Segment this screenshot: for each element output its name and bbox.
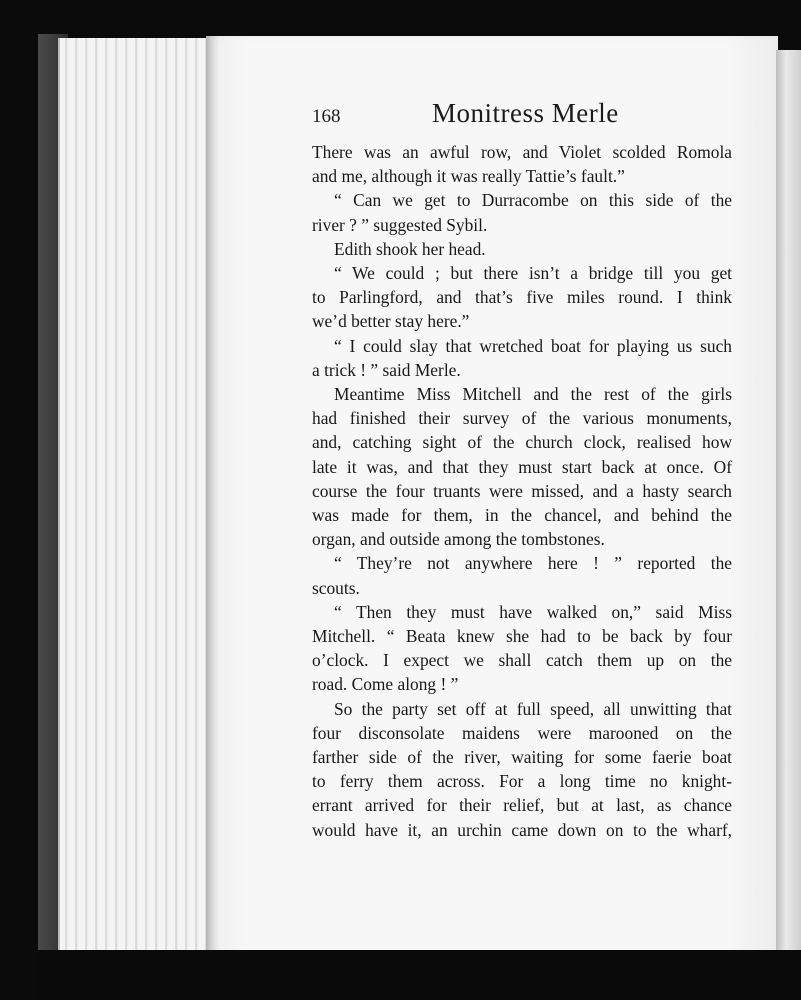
text-line: “ Then they must have walked on,” said Miss bbox=[334, 601, 732, 622]
text-line: scouts. bbox=[312, 577, 360, 598]
text-line: Meantime Miss Mitchell and the rest of the girls bbox=[334, 384, 732, 405]
text-line: course the four truants were missed, and a hasty search bbox=[312, 480, 732, 501]
text-line: Mitchell. “ Beata knew she had to be back by four bbox=[312, 626, 732, 647]
text-line: and, catching sight of the church clock, realised how bbox=[312, 432, 732, 453]
text-line: four disconsolate maidens were marooned on the bbox=[312, 722, 732, 743]
text-line: to ferry them across. For a long time no knight- bbox=[312, 771, 732, 792]
text-line: farther side of the river, waiting for some faerie boat bbox=[312, 747, 732, 768]
text-line: errant arrived for their relief, but at last, as chance bbox=[312, 795, 732, 816]
text-line: we’d better stay here.” bbox=[312, 311, 470, 332]
text-line: would have it, an urchin came down on to the wharf, bbox=[312, 819, 732, 840]
body-text bbox=[312, 140, 732, 842]
scan-background bbox=[38, 950, 801, 1000]
text-line: a trick ! ” said Merle. bbox=[312, 359, 461, 380]
text-line: late it was, and that they must start back at once. Of bbox=[312, 456, 732, 477]
facing-page-edge bbox=[776, 50, 801, 950]
text-line: “ I could slay that wretched boat for playing us such bbox=[334, 335, 732, 356]
text-line: So the party set off at full speed, all unwitting that bbox=[334, 698, 732, 719]
text-line: Edith shook her head. bbox=[334, 238, 486, 259]
text-line: “ They’re not anywhere here ! ” reported the bbox=[334, 553, 732, 574]
text-line: was made for them, in the chancel, and behind the bbox=[312, 505, 732, 526]
text-line: o’clock. I expect we shall catch them up on the bbox=[312, 650, 732, 671]
text-line: and me, although it was really Tattie’s fault.” bbox=[312, 166, 625, 187]
page-number: 168 bbox=[312, 106, 341, 127]
text-line: river ? ” suggested Sybil. bbox=[312, 214, 488, 235]
text-line: “ We could ; but there isn’t a bridge till you get bbox=[334, 263, 732, 284]
text-line: There was an awful row, and Violet scolded Romola bbox=[312, 142, 732, 162]
page-stack-edges bbox=[58, 38, 220, 954]
text-line: road. Come along ! ” bbox=[312, 674, 459, 695]
text-line: organ, and outside among the tombstones. bbox=[312, 529, 605, 550]
text-line: had finished their survey of the various monuments, bbox=[312, 408, 732, 429]
running-head: Monitress Merle bbox=[432, 98, 619, 128]
page-header bbox=[312, 98, 732, 138]
text-line: to Parlingford, and that’s five miles round. I think bbox=[312, 287, 732, 308]
text-line: “ Can we get to Durracombe on this side of the bbox=[334, 190, 732, 211]
